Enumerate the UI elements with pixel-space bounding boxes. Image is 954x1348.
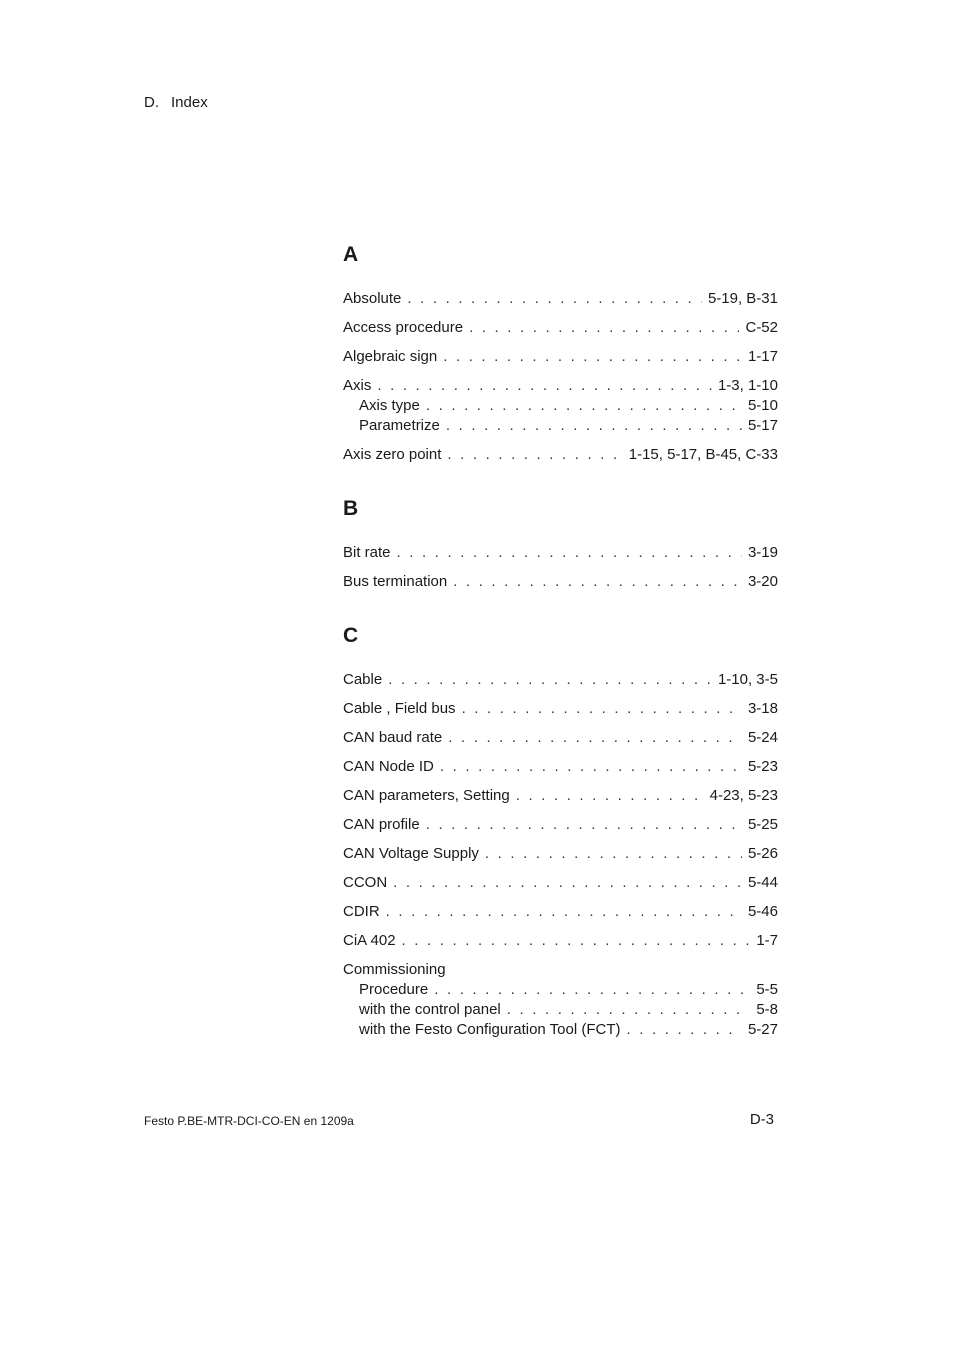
index-entry-row [343, 728, 778, 748]
index-section-a [343, 240, 778, 465]
index-subentry [343, 1000, 778, 1020]
index-entry [343, 376, 778, 436]
index-page-refs: 5-27 [747, 1021, 778, 1038]
index-page-refs: 5-10 [747, 397, 778, 414]
index-term: CAN parameters, Setting [343, 787, 510, 804]
index-page-refs: 5-17 [747, 417, 778, 434]
chapter-number: D. [144, 94, 159, 111]
index-entry [343, 445, 778, 465]
index-page-refs: 1-7 [756, 932, 778, 949]
index-page-refs: 1-17 [747, 348, 778, 365]
index-page-refs: 5-25 [747, 816, 778, 833]
index-entry [343, 318, 778, 338]
index-term: CDIR [343, 903, 380, 920]
index-page-refs: 1-15, 5-17, B-45, C-33 [628, 446, 778, 463]
index-entry [343, 699, 778, 719]
index-subentry [343, 980, 778, 1000]
index-page-refs: 3-19 [747, 544, 778, 561]
index-entry [343, 815, 778, 835]
index-entry [343, 931, 778, 951]
dot-leader [377, 376, 712, 396]
index-entry-row [343, 318, 778, 338]
index-term: Cable , Field bus [343, 700, 456, 717]
index-subentry [343, 1020, 778, 1040]
dot-leader [443, 347, 742, 367]
index-page-refs: 3-20 [747, 573, 778, 590]
index-entry [343, 289, 778, 309]
index-entry-row [343, 844, 778, 864]
index-entry [343, 786, 778, 806]
index-page-refs: 1-3, 1-10 [717, 377, 778, 394]
dot-leader [485, 844, 742, 864]
dot-leader [516, 786, 704, 806]
index-entry-row [343, 572, 778, 592]
dot-leader [507, 1000, 751, 1020]
dot-leader [462, 699, 742, 719]
index-entry [343, 960, 778, 1040]
index-term: Procedure [359, 981, 429, 998]
chapter-title: Index [171, 94, 208, 111]
index-term: Algebraic sign [343, 348, 438, 365]
dot-leader [447, 445, 622, 465]
dot-leader [426, 815, 742, 835]
index-entry-row [343, 347, 778, 367]
index-term: CAN profile [343, 816, 420, 833]
index-entry [343, 572, 778, 592]
index-subentry [343, 396, 778, 416]
index-page-refs: 1-10, 3-5 [717, 671, 778, 688]
index-entry-row [343, 931, 778, 951]
index-entry-row [343, 815, 778, 835]
dot-leader [627, 1020, 742, 1040]
index-entry [343, 728, 778, 748]
index-section-c [343, 621, 778, 1040]
index-page-refs: C-52 [745, 319, 778, 336]
dot-leader [402, 931, 751, 951]
section-letter: B [343, 497, 359, 520]
dot-leader [388, 670, 712, 690]
footer-page-number: D-3 [749, 1111, 774, 1128]
index-term: Bus termination [343, 573, 448, 590]
index-entry-row [343, 960, 778, 980]
index-entry-row [343, 543, 778, 563]
index-term: with the control panel [359, 1001, 501, 1018]
dot-leader [386, 902, 742, 922]
index-entry [343, 670, 778, 690]
index-term: CAN Node ID [343, 758, 434, 775]
index-page-refs: 5-44 [747, 874, 778, 891]
index-page-refs: 3-18 [747, 700, 778, 717]
index-entry-row [343, 699, 778, 719]
index-term: CCON [343, 874, 388, 891]
index-term: Axis [343, 377, 372, 394]
index-term: CiA 402 [343, 932, 396, 949]
index-subentry [343, 416, 778, 436]
index-page-refs: 5-46 [747, 903, 778, 920]
index-entry-row [343, 757, 778, 777]
dot-leader [397, 543, 742, 563]
index-page-refs: 5-8 [756, 1001, 778, 1018]
dot-leader [440, 757, 742, 777]
index-entry-row [343, 873, 778, 893]
section-letter: A [343, 243, 359, 266]
dot-leader [434, 980, 750, 1000]
dot-leader [407, 289, 702, 309]
index-section-b [343, 494, 778, 592]
index-entry [343, 347, 778, 367]
index-term: Absolute [343, 290, 402, 307]
dot-leader [393, 873, 742, 893]
dot-leader [446, 416, 742, 436]
running-head [144, 94, 208, 111]
index-entry-row [343, 902, 778, 922]
section-letter: C [343, 624, 359, 647]
index-term: Cable [343, 671, 383, 688]
index-entry [343, 844, 778, 864]
index-term: Axis zero point [343, 446, 442, 463]
index-page-refs: 4-23, 5-23 [709, 787, 778, 804]
index-page-refs: 5-24 [747, 729, 778, 746]
index-page-refs: 5-26 [747, 845, 778, 862]
index-page-refs: 5-23 [747, 758, 778, 775]
index-term: Commissioning [343, 961, 446, 978]
index-term: CAN Voltage Supply [343, 845, 479, 862]
index-term: Access procedure [343, 319, 464, 336]
index-term: CAN baud rate [343, 729, 443, 746]
index-entry [343, 543, 778, 563]
index-entry [343, 873, 778, 893]
index-entry [343, 902, 778, 922]
index-entry-row [343, 376, 778, 396]
index-entry-row [343, 786, 778, 806]
dot-leader [426, 396, 742, 416]
index-term: Parametrize [359, 417, 440, 434]
dot-leader [448, 728, 742, 748]
index-entry [343, 757, 778, 777]
index-page-refs: 5-5 [756, 981, 778, 998]
dot-leader [469, 318, 739, 338]
index-entry-row [343, 670, 778, 690]
index-page-refs: 5-19, B-31 [707, 290, 778, 307]
index-term: Axis type [359, 397, 420, 414]
footer-document-id: Festo P.BE-MTR-DCI-CO-EN en 1209a [144, 1114, 354, 1128]
index-entry-row [343, 445, 778, 465]
index-term: with the Festo Configuration Tool (FCT) [359, 1021, 621, 1038]
dot-leader [453, 572, 742, 592]
index-entry-row [343, 289, 778, 309]
index-term: Bit rate [343, 544, 391, 561]
index-list [343, 240, 778, 1049]
